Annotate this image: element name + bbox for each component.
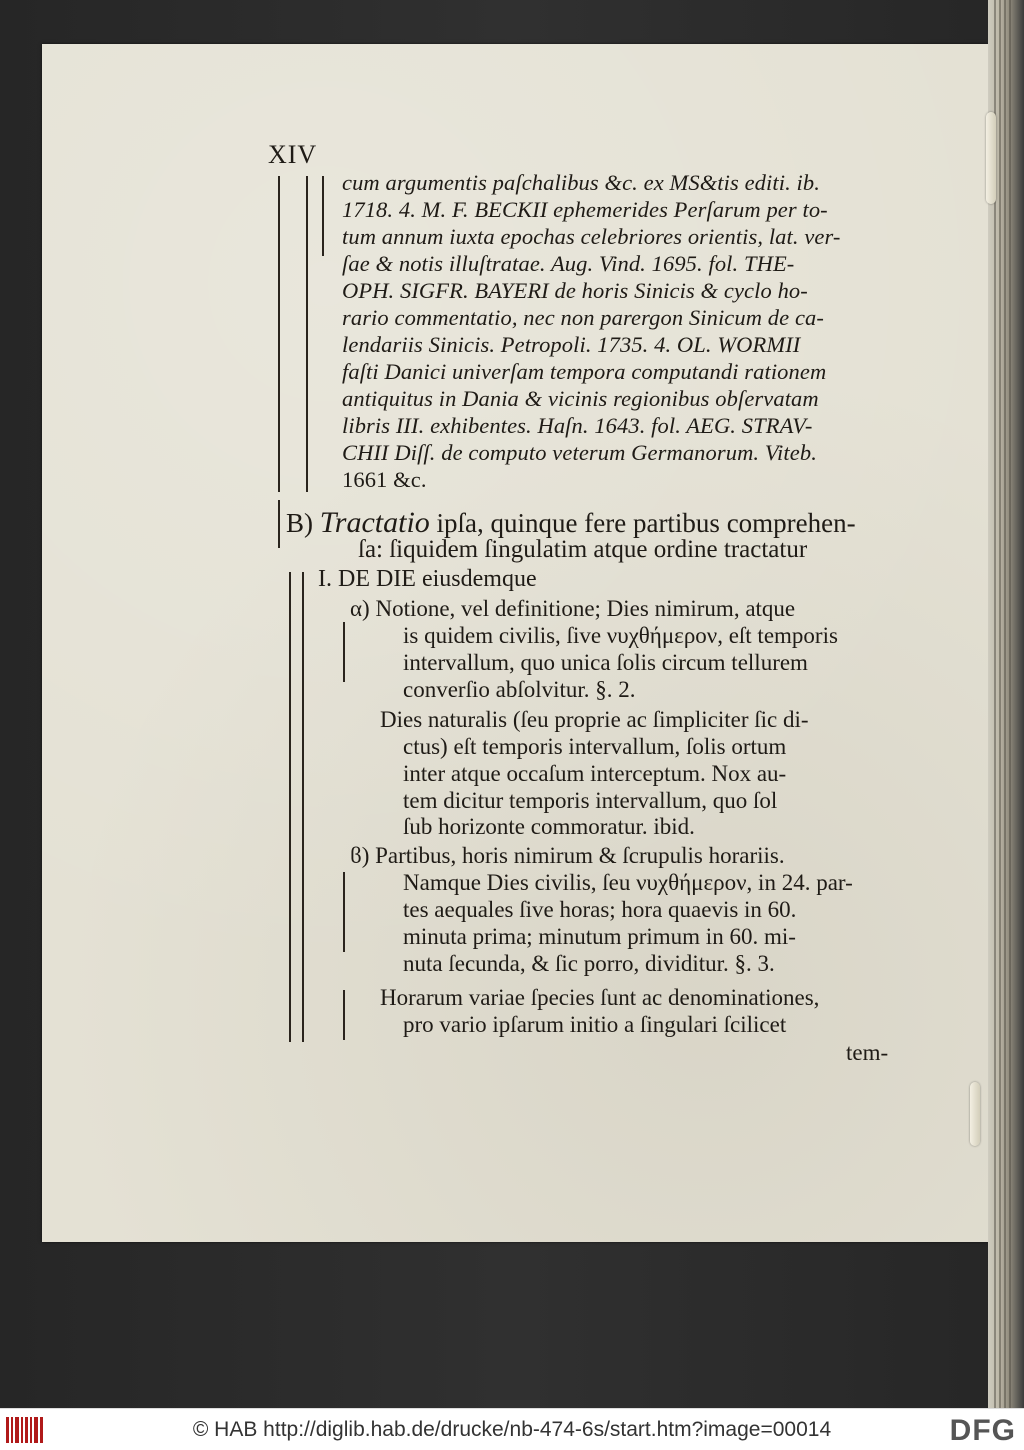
reference-line: ſae & notis illuſtratae. Aug. Vind. 1695. fol. THE- <box>342 251 795 276</box>
book-fore-edge <box>988 0 1024 1408</box>
section-b-marker: B) <box>286 508 313 538</box>
margin-rule <box>343 622 345 682</box>
margin-rule <box>306 176 308 492</box>
margin-rule <box>289 572 291 1042</box>
footer-bar <box>0 1408 1024 1450</box>
alpha-line: α) Notione, vel definitione; Dies nimirum, atque <box>350 596 796 621</box>
footer-credit-link[interactable]: © HAB http://diglib.hab.de/drucke/nb-474-6s/start.htm?image=00014 <box>192 1418 832 1441</box>
margin-rule <box>343 872 345 952</box>
beta-line: nuta ſecunda, & ſic porro, dividitur. §. 3. <box>403 951 775 976</box>
reference-line: 1661 &c. <box>342 467 427 492</box>
naturalis-line: tem dicitur temporis intervallum, quo ſol <box>403 788 778 813</box>
beta-line: minuta prima; minutum primum in 60. mi- <box>403 924 796 949</box>
dfg-logo: DFG <box>949 1414 1016 1447</box>
reference-line: rario commentatio, nec non parergon Sinicum de ca- <box>342 305 824 330</box>
section-b-lead: Tractatio <box>319 506 430 539</box>
reference-line: cum argumentis paſchalibus &c. ex MS&tis editi. ib. <box>342 170 820 195</box>
naturalis-line: ſub horizonte commoratur. ibid. <box>403 814 695 839</box>
margin-rule <box>278 176 280 492</box>
reference-line: CHII Diſſ. de computo veterum Germanorum. Viteb. <box>342 440 817 465</box>
naturalis-line: ctus) eſt temporis intervallum, ſolis ortum <box>403 734 787 759</box>
margin-rule <box>343 990 345 1040</box>
section-i-heading: I. DE DIE eiusdemque <box>318 566 537 592</box>
horarum-line: Horarum variae ſpecies ſunt ac denominationes, <box>380 985 820 1010</box>
margin-rule <box>322 176 324 256</box>
section-b-heading <box>286 506 856 540</box>
beta-line: Namque Dies civilis, ſeu νυχθήμερον, in 24. par- <box>403 870 853 895</box>
alpha-line: converſio abſolvitur. §. 2. <box>403 677 636 702</box>
reference-line: lendariis Sinicis. Petropoli. 1735. 4. OL. WORMII <box>342 332 801 357</box>
alpha-line: intervallum, quo unica ſolis circum tellurem <box>403 650 808 675</box>
naturalis-line: inter atque occaſum interceptum. Nox au- <box>403 761 787 786</box>
horarum-line: pro vario ipſarum initio a ſingulari ſcilicet <box>403 1012 787 1037</box>
margin-rule <box>302 572 304 1042</box>
page-tab-top <box>986 112 996 204</box>
reference-line: antiquitus in Dania & vicinis regionibus obſervatam <box>342 386 819 411</box>
page-number: XIV <box>268 140 318 169</box>
section-b-line2: ſa: ſiquidem ſingulatim atque ordine tractatur <box>358 536 808 563</box>
reference-line: 1718. 4. M. F. BECKII ephemerides Perſarum per to- <box>342 197 828 222</box>
reference-line: faſti Danici univerſam tempora computandi rationem <box>342 359 827 384</box>
catchword: tem- <box>846 1040 889 1065</box>
margin-rule <box>278 500 280 548</box>
naturalis-line: Dies naturalis (ſeu proprie ac ſimpliciter ſic di- <box>380 707 809 732</box>
alpha-line: is quidem civilis, ſive νυχθήμερον, eſt temporis <box>403 623 838 648</box>
reference-line: OPH. SIGFR. BAYERI de horis Sinicis & cyclo ho- <box>342 278 808 303</box>
reference-line: libris III. exhibentes. Haſn. 1643. fol. AEG. STRAV- <box>342 413 813 438</box>
section-b-rest: ipſa, quinque fere partibus comprehen- <box>429 508 856 538</box>
beta-line: tes aequales ſive horas; hora quaevis in 60. <box>403 897 797 922</box>
beta-line: ϐ) Partibus, horis nimirum & ſcrupulis horariis. <box>350 843 785 868</box>
page-tab-bottom <box>970 1082 980 1146</box>
reference-line: tum annum iuxta epochas celebriores orientis, lat. ver- <box>342 224 841 249</box>
